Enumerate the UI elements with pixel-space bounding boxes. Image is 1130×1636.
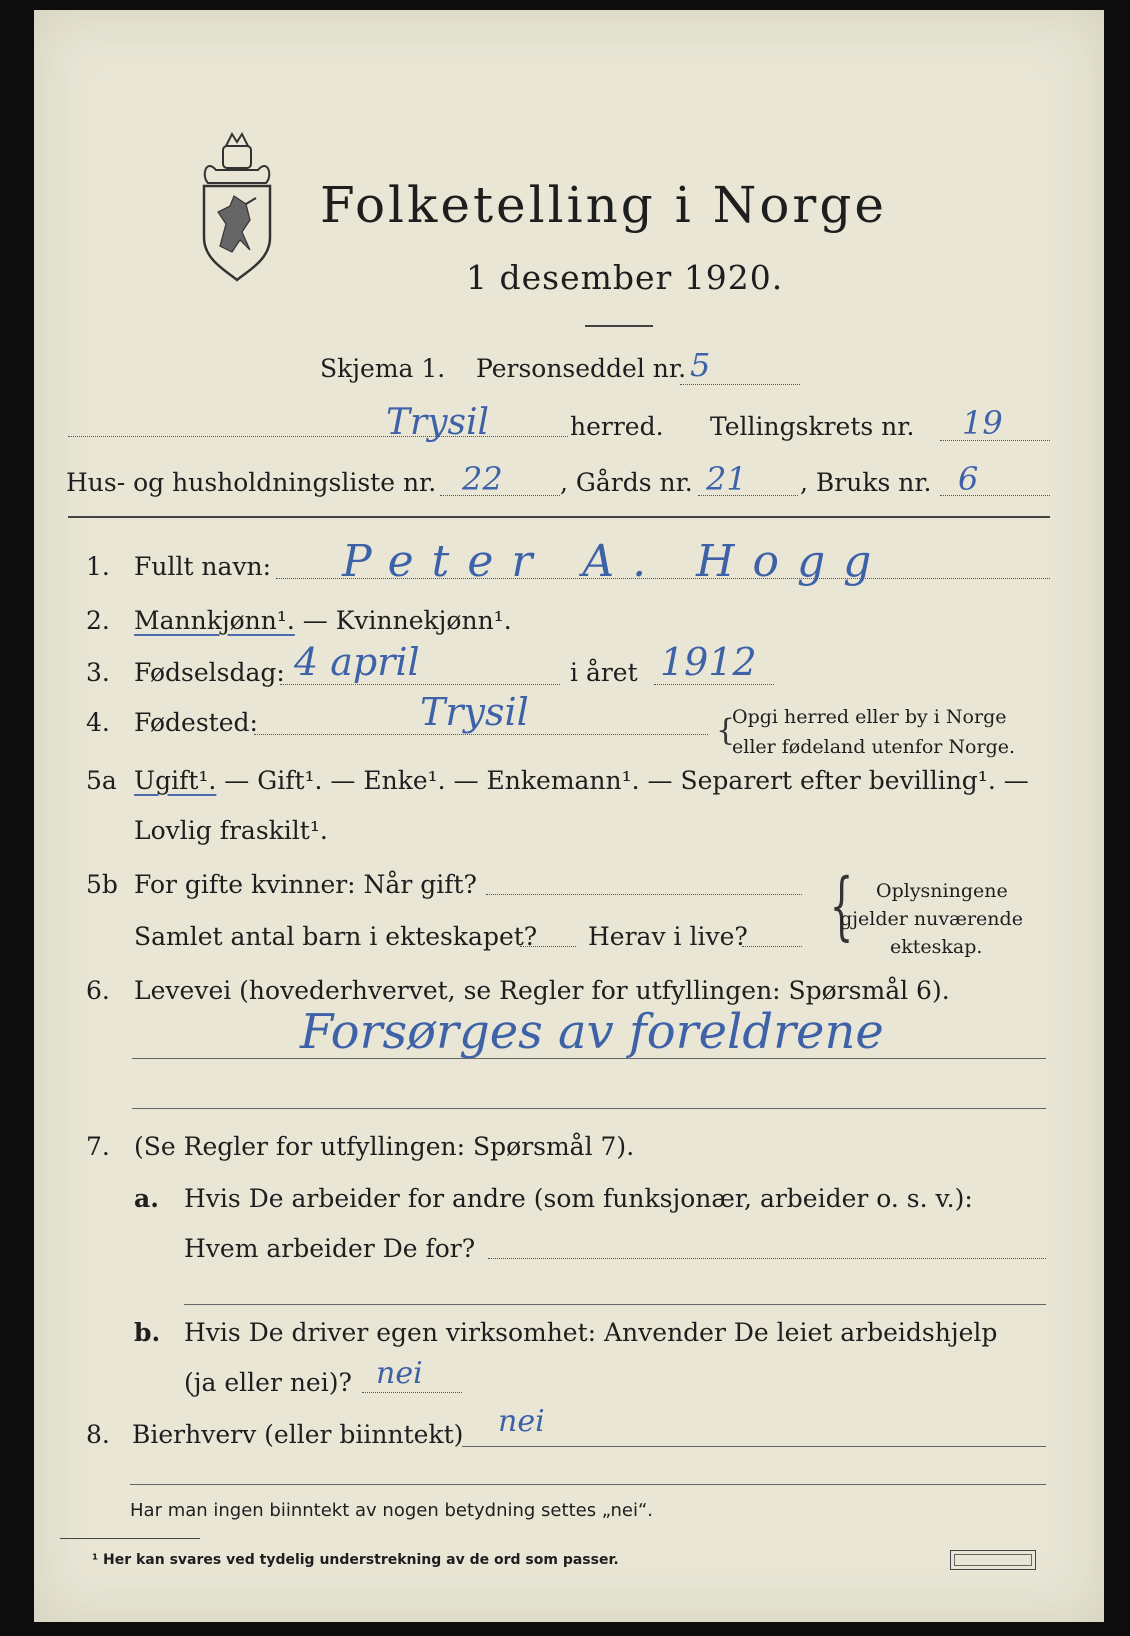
q3-value: 4 april: [294, 640, 420, 684]
herred-value: Trysil: [386, 402, 490, 443]
q4-note-line1: Opgi herred eller by i Norge: [732, 706, 1007, 728]
gards-value: 21: [706, 460, 747, 498]
q3-year-value: 1912: [660, 640, 757, 684]
q5a-line: [134, 766, 1029, 795]
q8-answer-line2: [130, 1484, 1046, 1485]
q7b-dotted-line: [362, 1392, 462, 1393]
q5b-note1: Oplysningene: [876, 880, 1008, 902]
q5b-alive-dotted-line: [742, 946, 802, 947]
tellingskrets-value: 19: [962, 404, 1003, 442]
q5b-label2: Samlet antal barn i ekteskapet?: [134, 922, 538, 951]
q4-dotted-line: [254, 734, 708, 735]
q5b-note2: gjelder nuværende: [840, 908, 1023, 930]
q3-number: 3.: [86, 658, 110, 687]
q3-year-label: i året: [570, 658, 638, 687]
q7-label: (Se Regler for utfyllingen: Spørsmål 7).: [134, 1132, 635, 1161]
norwegian-coat-of-arms-icon: [196, 128, 278, 286]
q3-year-dotted-line: [654, 684, 774, 685]
q7a-text2: Hvem arbeider De for?: [184, 1234, 476, 1263]
schema-label: Skjema 1.: [320, 354, 446, 383]
q7-number: 7.: [86, 1132, 110, 1161]
herred-dotted-line: [68, 436, 568, 437]
q3-dotted-line: [280, 684, 560, 685]
q4-value: Trysil: [420, 690, 529, 734]
q7a-letter: a.: [134, 1184, 159, 1213]
q5a-line2: Lovlig fraskilt¹.: [134, 816, 328, 845]
footnote: ¹ Her kan svares ved tydelig understrekning av de ord som passer.: [92, 1552, 619, 1568]
q8-answer-line: [462, 1446, 1046, 1447]
footnote-rule: [60, 1538, 200, 1539]
q6-label: Levevei (hovederhvervet, se Regler for utfyllingen: Spørsmål 6).: [134, 976, 950, 1005]
q5b-note-brace: {: [829, 863, 854, 949]
q7b-letter: b.: [134, 1318, 161, 1347]
hus-value: 22: [462, 460, 503, 498]
q3-label: Fødselsdag:: [134, 658, 285, 687]
q2-separator: —: [294, 606, 336, 635]
personseddel-value: 5: [690, 346, 711, 384]
q7b-text2: (ja eller nei)?: [184, 1368, 352, 1397]
q7a-dotted-line: [488, 1258, 1046, 1259]
q5a-ugift-option: Ugift¹.: [134, 766, 217, 795]
tellingskrets-label: Tellingskrets nr.: [710, 412, 915, 441]
bruks-dotted-line: [940, 495, 1050, 496]
q6-number: 6.: [86, 976, 110, 1005]
q6-answer-line1: [132, 1058, 1046, 1059]
q7b-text: Hvis De driver egen virksomhet: Anvender De leiet arbeidshjelp: [184, 1318, 998, 1347]
q5b-children-dotted-line: [520, 946, 576, 947]
q5a-number: 5a: [86, 766, 117, 795]
q5b-number: 5b: [86, 870, 118, 899]
q5b-married-dotted-line: [486, 894, 802, 895]
form-title: Folketelling i Norge: [320, 176, 887, 234]
title-divider: [585, 325, 653, 327]
personseddel-dotted-line: [680, 384, 800, 385]
q4-note-brace: {: [716, 713, 736, 748]
q7b-value: nei: [376, 1356, 423, 1391]
q5a-other-options: — Gift¹. — Enke¹. — Enkemann¹. — Separert efter bevilling¹. —: [216, 766, 1029, 795]
q5b-note3: ekteskap.: [890, 936, 983, 958]
q5b-label1: For gifte kvinner: Når gift?: [134, 870, 477, 899]
q5b-label3: Herav i live?: [588, 922, 748, 951]
herred-label: herred.: [570, 412, 664, 441]
q8-number: 8.: [86, 1420, 110, 1449]
q8-label: Bierhverv (eller biinntekt): [132, 1420, 464, 1449]
gards-label: , Gårds nr.: [560, 468, 693, 497]
q1-label: Fullt navn:: [134, 552, 272, 581]
printer-stamp-icon: [950, 1550, 1036, 1570]
bruks-label: , Bruks nr.: [800, 468, 932, 497]
q7a-text: Hvis De arbeider for andre (som funksjonær, arbeider o. s. v.):: [184, 1184, 973, 1213]
personseddel-label: Personseddel nr.: [476, 354, 687, 383]
bruks-value: 6: [958, 460, 979, 498]
census-date: 1 desember 1920.: [466, 258, 784, 297]
q7a-answer-line: [184, 1304, 1046, 1305]
q6-answer-line2: [132, 1108, 1046, 1109]
q2-line: [134, 606, 512, 635]
q2-female-option: Kvinnekjønn¹.: [335, 606, 512, 635]
q2-male-option: Mannkjønn¹.: [134, 606, 295, 635]
hus-label: Hus- og husholdningsliste nr.: [66, 468, 437, 497]
q1-number: 1.: [86, 552, 110, 581]
q4-label: Fødested:: [134, 708, 258, 737]
q2-number: 2.: [86, 606, 110, 635]
q8-value: nei: [498, 1404, 545, 1439]
q1-value: Peter A. Hogg: [342, 536, 890, 587]
q6-value: Forsørges av foreldrene: [300, 1004, 884, 1060]
header-rule: [68, 516, 1050, 518]
q4-number: 4.: [86, 708, 110, 737]
q4-note-line2: eller fødeland utenfor Norge.: [732, 736, 1016, 758]
footer-note: Har man ingen biinntekt av nogen betydning settes „nei“.: [130, 1500, 654, 1521]
